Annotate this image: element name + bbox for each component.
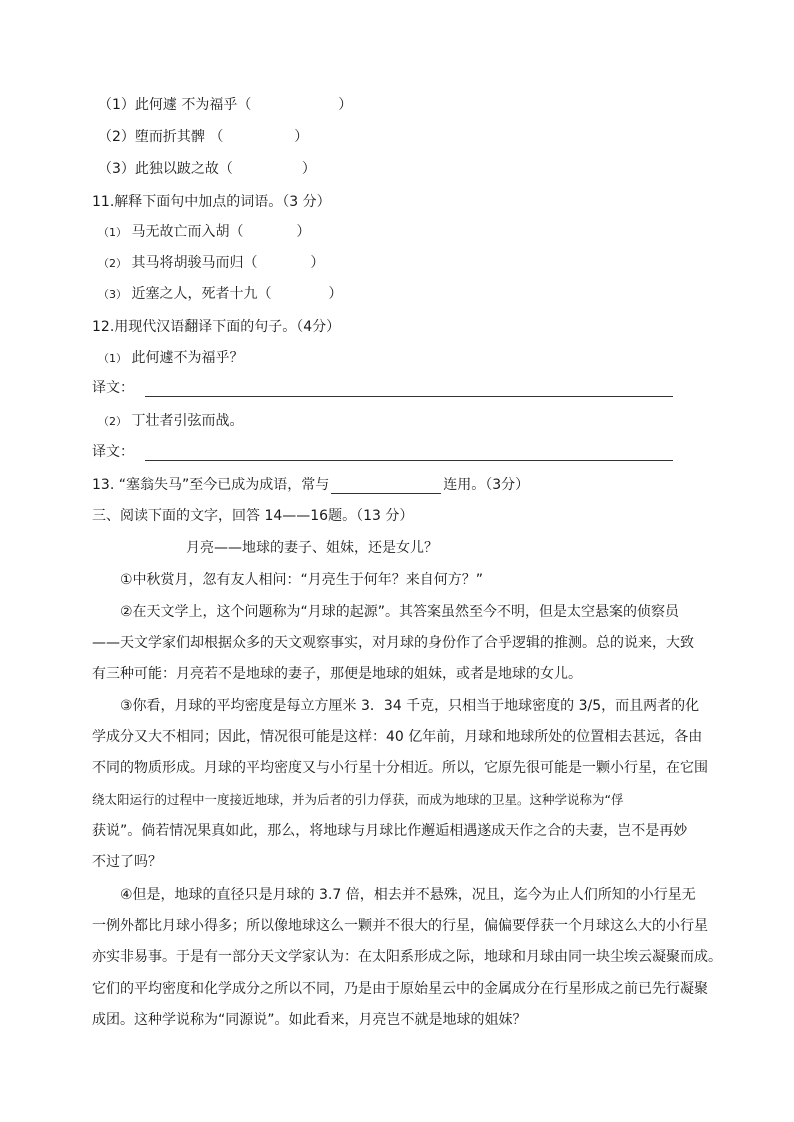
para-line: ③你看，月球的平均密度是每立方厘米 3．34 千克，只相当于地球密度的 3/5，而且两者的化 bbox=[120, 698, 700, 714]
q10-item-1-close: ） bbox=[338, 97, 353, 113]
q13 bbox=[92, 476, 529, 494]
q11-item-1-num: （1） bbox=[98, 226, 127, 239]
q11-item-2-text: 其马将胡骏马而归（ bbox=[131, 255, 258, 271]
para-line: 获说”。倘若情况果真如此，那么，将地球与月球比作邂逅相遇遂成天作之合的夫妻，岂不是再妙 bbox=[92, 823, 688, 839]
q11-item-3-num: （3） bbox=[98, 288, 127, 301]
section3-heading: 三、阅读下面的文字，回答 14——16题。（13 分） bbox=[92, 508, 414, 524]
article-title: 月亮——地球的妻子、姐妹，还是女儿？ bbox=[186, 540, 438, 556]
q12-answer-label-1: 译文： bbox=[92, 380, 134, 396]
q11-stem: 11.解释下面句中加点的词语。（3 分） bbox=[92, 194, 331, 210]
q12-item-1 bbox=[98, 349, 243, 368]
q13-text-before: 13. “塞翁失马”至今已成为成语，常与 bbox=[92, 477, 330, 493]
q12-item-2 bbox=[98, 412, 243, 431]
q11-item-2-num: （2） bbox=[98, 257, 127, 270]
para-line: 不同的物质形成。月球的平均密度又与小行星十分相近。所以，它原先很可能是一颗小行星，在它围 bbox=[92, 760, 708, 776]
para-line: 成团。这种学说称为“同源说”。如此看来，月亮岂不就是地球的姐妹？ bbox=[92, 1012, 527, 1028]
q10-item-2-close: ） bbox=[294, 129, 309, 145]
para-line: 不过了吗？ bbox=[92, 854, 162, 870]
q11-item-3 bbox=[98, 285, 342, 304]
q12-answer-label-2: 译文： bbox=[92, 444, 134, 460]
q12-answer-line-2[interactable] bbox=[145, 460, 673, 461]
para-line: ——天文学家们却根据众多的天文观察事实，对月球的身份作了合乎逻辑的推测。总的说来，大致 bbox=[92, 635, 694, 651]
para-line: ②在天文学上，这个问题称为“月球的起源”。其答案虽然至今不明，但是太空悬案的侦察员 bbox=[120, 604, 680, 620]
q11-item-1 bbox=[98, 223, 310, 242]
para-line: 一例外都比月球小得多；所以像地球这么一颗并不很大的行星，偏偏要俘获一个月球这么大的小行星 bbox=[92, 918, 708, 934]
para-line: 亦实非易事。于是有一部分天文学家认为：在太阳系形成之际，地球和月球由同一块尘埃云凝聚而成。 bbox=[92, 949, 722, 965]
q12-item-2-text: 丁壮者引弦而战。 bbox=[131, 413, 244, 429]
para-line: 学成分又大不相同；因此，情况很可能是这样：40 亿年前，月球和地球所处的位置相去甚远，各由 bbox=[92, 729, 703, 745]
q11-item-2-close: ） bbox=[310, 255, 325, 271]
q11-item-1-close: ） bbox=[296, 224, 311, 240]
q10-item-2-text: （2）堕而折其髀 （ bbox=[98, 129, 224, 145]
para-line: 有三种可能：月亮若不是地球的妻子，那便是地球的姐妹，或者是地球的女儿。 bbox=[92, 666, 582, 682]
q10-item-1-text: （1）此何遽 不为福乎（ bbox=[98, 97, 252, 113]
q10-item-3-close: ） bbox=[301, 161, 316, 177]
q12-item-2-num: （2） bbox=[98, 415, 127, 428]
q13-answer-blank[interactable] bbox=[331, 479, 441, 494]
q13-text-after: 连用。（3分） bbox=[443, 477, 530, 493]
q10-item-2 bbox=[98, 128, 308, 146]
q10-item-1 bbox=[98, 96, 352, 114]
q11-item-3-close: ） bbox=[328, 286, 343, 302]
para-line: ④但是，地球的直径只是月球的 3.7 倍，相去并不悬殊，况且，迄今为止人们所知的小行星无 bbox=[120, 887, 696, 903]
para-line: 绕太阳运行的过程中一度接近地球，并为后者的引力俘获，而成为地球的卫星。这种学说称为“俘 bbox=[92, 792, 624, 807]
q12-stem: 12.用现代汉语翻译下面的句子。（4分） bbox=[92, 319, 341, 335]
para-line: ①中秋赏月，忽有友人相问：“月亮生于何年？来自何方？” bbox=[120, 572, 484, 588]
q11-item-3-text: 近塞之人，死者十九（ bbox=[131, 286, 272, 302]
q11-item-1-text: 马无故亡而入胡（ bbox=[131, 224, 244, 240]
q12-answer-line-1[interactable] bbox=[145, 396, 673, 397]
q12-item-1-num: （1） bbox=[98, 352, 127, 365]
q10-item-3-text: （3）此独以跛之故（ bbox=[98, 161, 233, 177]
q11-item-2 bbox=[98, 254, 324, 273]
q12-item-1-text: 此何遽不为福乎？ bbox=[131, 350, 244, 366]
para-line: 它们的平均密度和化学成分之所以不同，乃是由于原始星云中的金属成分在行星形成之前已先行凝聚 bbox=[92, 981, 708, 997]
q10-item-3 bbox=[98, 160, 316, 178]
